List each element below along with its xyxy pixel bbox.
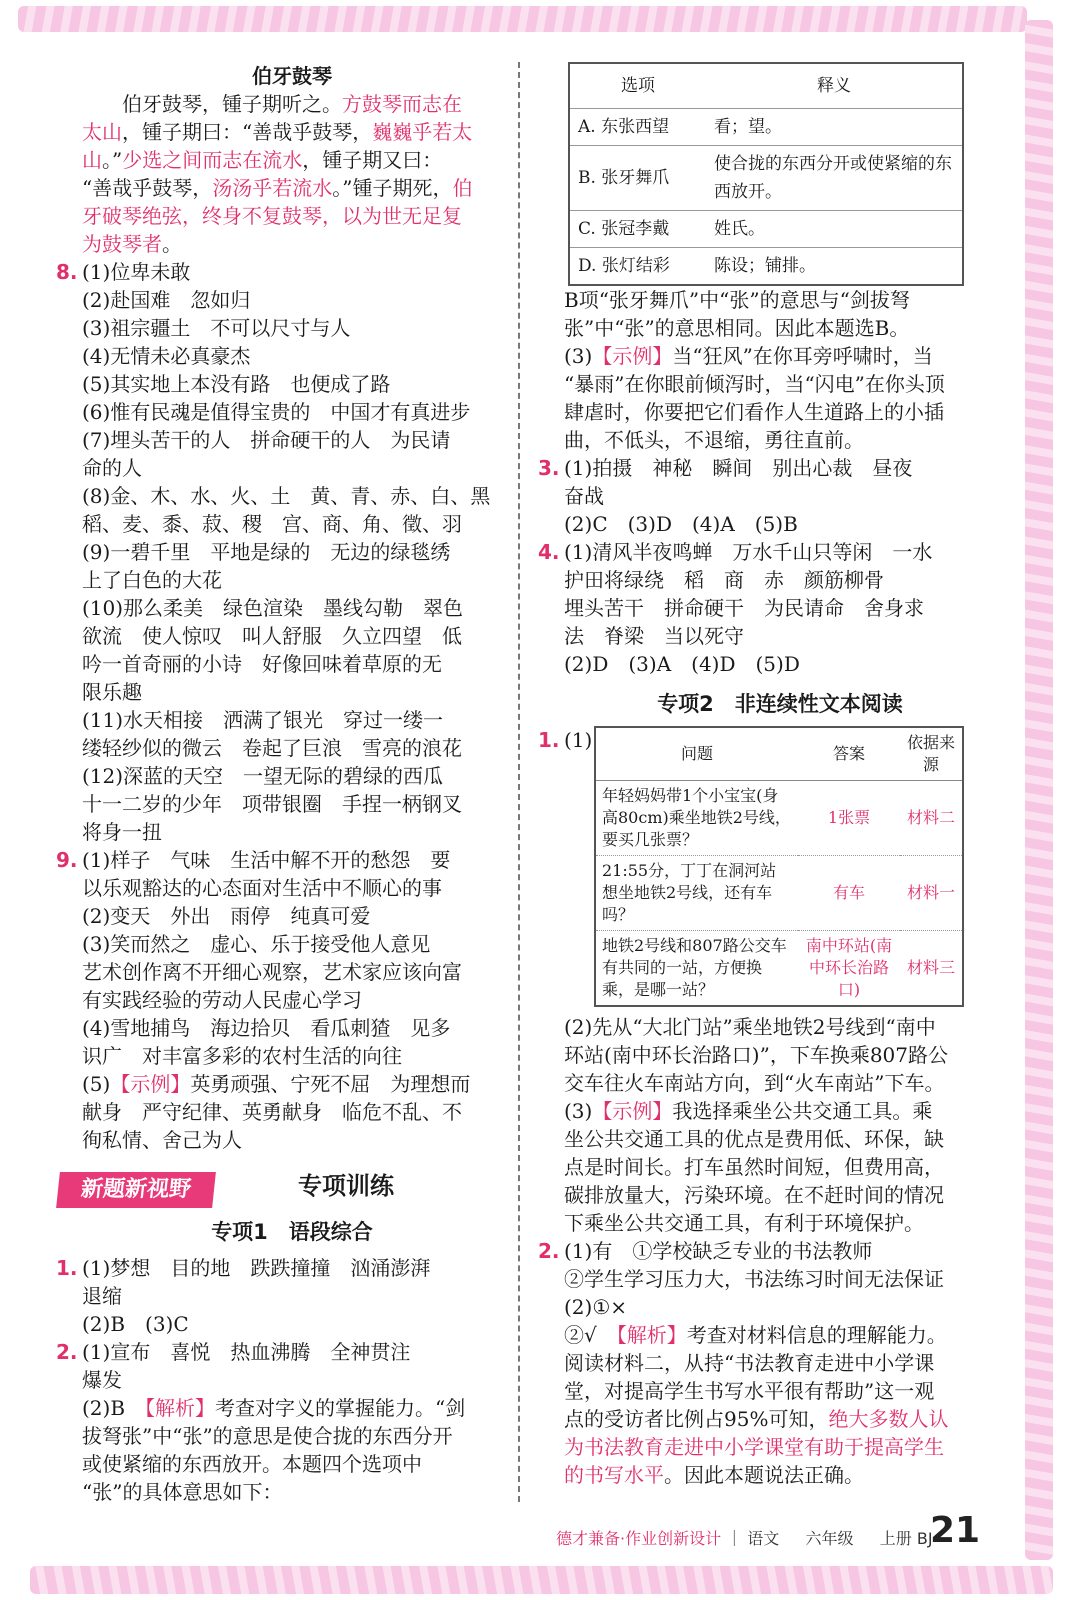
text-line: 上了白色的大花 (82, 568, 222, 592)
table-cell: 姓氏。 (706, 211, 963, 248)
text-segment: 伯牙鼓琴，锺子期听之。 (82, 92, 342, 116)
text-segment: 考查对字义的掌握能力。“剑 (215, 1396, 466, 1420)
text-segment: (1)样子 气味 生活中解不开的愁怨 要 (82, 848, 451, 872)
table-cell: B. 张牙舞爪 (569, 146, 706, 211)
text-segment: 环站(南中环长治路口)”，下车换乘807路公 (564, 1043, 949, 1067)
table-cell: D. 张灯结彩 (569, 248, 706, 286)
highlighted-text: 山 (82, 148, 102, 172)
footer-volume: 上册 (879, 1529, 912, 1548)
text-segment: 交车往火车南站方向，到“火车南站”下车。 (564, 1071, 945, 1095)
text-line: (4)无情未必真豪杰 (82, 344, 251, 368)
highlighted-text: 绝大多数人认 (828, 1407, 949, 1431)
table-cell: 材料一 (900, 856, 963, 931)
answer-lines (564, 1237, 996, 1489)
highlighted-text: 少选之间而志在流水 (122, 148, 303, 172)
text-line (82, 1338, 502, 1366)
table-cell: 地铁2号线和807路公交车有共同的一站，方便换乘，是哪一站？ (595, 931, 798, 1007)
text-line (82, 1394, 502, 1422)
right-column (538, 62, 996, 1489)
text-segment: (3) (564, 344, 593, 368)
page-footer: 德才兼备·作业创新设计 ｜ 语文 六年级 上册 BJ (556, 1529, 933, 1548)
table-row (595, 856, 963, 931)
text-line (564, 1041, 996, 1069)
definition-table (568, 62, 964, 286)
text-line: (12)深蓝的天空 一望无际的碧绿的西瓜 (82, 764, 444, 788)
highlighted-text: 的书写水平 (564, 1463, 664, 1487)
text-line (82, 1422, 502, 1450)
text-segment: 当“狂风”在你耳旁呼啸时，当 (672, 344, 933, 368)
text-segment: (2)①× (564, 1295, 628, 1319)
table-cell: 使合拢的东西分开或使紧缩的东西放开。 (706, 146, 963, 211)
text-line: (1)位卑未敢 (82, 260, 191, 284)
table-cell: 有车 (798, 856, 900, 931)
question-number: 1. (56, 1256, 78, 1280)
table-header: 答案 (798, 727, 900, 781)
highlighted-text: 汤汤乎若流水 (212, 176, 333, 200)
text-segment: 以乐观豁达的心态面对生活中不顺心的事 (82, 876, 442, 900)
question-3 (538, 454, 996, 538)
text-line: 缕轻纱似的微云 卷起了巨浪 雪亮的浪花 (82, 736, 462, 760)
text-line: 法 脊梁 当以死守 (564, 624, 744, 648)
text-line (82, 1070, 502, 1098)
text-segment: 有实践经验的劳动人民虚心学习 (82, 988, 362, 1012)
table-cell: A. 东张西望 (569, 109, 706, 146)
text-segment: 艺术创作离不开细心观察，艺术家应该向富 (82, 960, 462, 984)
explanation-text (564, 286, 996, 454)
answer-lines (564, 1013, 996, 1237)
answer-lines (82, 1254, 502, 1338)
table-row (569, 211, 963, 248)
text-segment: 献身 严守纪律、英勇献身 临危不乱、不 (82, 1100, 462, 1124)
highlighted-text: 伯 (452, 176, 473, 200)
text-line (564, 314, 996, 342)
text-line (564, 1461, 996, 1489)
table-header: 释义 (706, 63, 963, 109)
question-8 (56, 258, 502, 846)
column-divider (518, 62, 520, 1502)
question-number: 1. (538, 728, 560, 752)
highlighted-text: 【解析】 (616, 1323, 687, 1347)
table-row (569, 146, 963, 211)
text-line (82, 874, 502, 902)
poem-text (82, 90, 502, 258)
text-line: (9)一碧千里 平地是绿的 无边的绿毯绣 (82, 540, 451, 564)
text-segment: 英勇顽强、宁死不屈 为理想而 (190, 1072, 471, 1096)
table-header: 依据来源 (900, 727, 963, 781)
text-line (82, 146, 502, 174)
text-line (564, 1013, 996, 1041)
text-line (82, 902, 502, 930)
text-line: 欲流 使人惊叹 叫人舒服 久立四望 低 (82, 624, 462, 648)
text-line: 命的人 (82, 456, 142, 480)
table-row (595, 931, 963, 1007)
question-number: 9. (56, 848, 78, 872)
poem-title: 伯牙鼓琴 (252, 64, 332, 88)
text-line: (2)C (3)D (4)A (5)B (564, 512, 798, 536)
text-line: 埋头苦干 拼命硬干 为民请命 舍身求 (564, 596, 924, 620)
table-cell: 南中环站(南中环长治路口) (798, 931, 900, 1007)
text-segment: ②√ (564, 1323, 617, 1347)
text-line: (1)梦想 目的地 跌跌撞撞 汹涌澎湃 (82, 1256, 431, 1280)
text-line (564, 286, 996, 314)
text-line (564, 1153, 996, 1181)
text-line (564, 1405, 996, 1433)
text-segment: “暴雨”在你眼前倾泻时，当“闪电”在你头顶 (564, 372, 945, 396)
text-line (564, 1293, 996, 1321)
text-line: 奋战 (564, 484, 604, 508)
table-header: 选项 (569, 63, 706, 109)
text-line (82, 1126, 502, 1154)
text-segment: ，锺子期又曰： (302, 148, 443, 172)
highlighted-text: 为书法教育走进中小学课堂有助于提高学生 (564, 1435, 944, 1459)
question-number: 2. (56, 1340, 78, 1364)
highlighted-text: 【示例】 (110, 1072, 191, 1096)
text-line (564, 398, 996, 426)
text-line: 十一二岁的少年 项带银圈 手捏一柄钢叉 (82, 792, 462, 816)
text-line: (2)赴国难 忽如归 (82, 288, 251, 312)
question-number: 3. (538, 456, 560, 480)
highlighted-text: 牙破琴绝弦，终身不复鼓琴，以为世无足复 (82, 204, 462, 228)
text-line (82, 986, 502, 1014)
text-line (564, 426, 996, 454)
text-line (82, 90, 502, 118)
text-line (564, 1181, 996, 1209)
footer-subject: 语文 (747, 1529, 780, 1548)
text-line (82, 230, 502, 258)
text-segment: (2)先从“大北门站”乘坐地铁2号线到“南中 (564, 1015, 936, 1039)
text-segment: 坐公共交通工具的优点是费用低、环保，缺 (564, 1127, 944, 1151)
s1-question-1 (56, 1254, 502, 1338)
question-number: 2. (538, 1239, 560, 1263)
text-line (564, 1069, 996, 1097)
text-line: 限乐趣 (82, 680, 142, 704)
subsection-title-1: 专项1 语段综合 (211, 1220, 373, 1244)
text-segment: 点的受访者比例占95%可知， (564, 1407, 829, 1431)
highlighted-text: 【解析】 (145, 1396, 216, 1420)
text-segment: (1)有 ①学校缺乏专业的书法教师 (564, 1239, 873, 1263)
text-segment: 碳排放量大，污染环境。在不赶时间的情况 (564, 1183, 944, 1207)
text-line: (3)祖宗疆土 不可以尺寸与人 (82, 316, 351, 340)
text-segment: 曲，不低头，不退缩，勇往直前。 (564, 428, 864, 452)
text-segment: 堂，对提高学生书写水平很有帮助”这一观 (564, 1379, 935, 1403)
text-line: (7)埋头苦干的人 拼命硬干的人 为民请 (82, 428, 451, 452)
text-segment: 。” (102, 148, 123, 172)
text-line (564, 1433, 996, 1461)
text-line (82, 1014, 502, 1042)
s2-question-1 (538, 726, 996, 1007)
text-line (82, 174, 502, 202)
text-line (564, 1321, 996, 1349)
text-segment: (4)雪地捕鸟 海边拾贝 看瓜刺猹 见多 (82, 1016, 451, 1040)
answer-lines (564, 454, 996, 538)
text-segment: “张”的具体意思如下： (82, 1480, 283, 1504)
table-row (569, 248, 963, 286)
text-line (82, 1366, 502, 1394)
table-cell: 材料二 (900, 781, 963, 856)
text-segment: 我选择乘坐公共交通工具。乘 (672, 1099, 933, 1123)
text-segment: 拔弩张”中“张”的意思是使合拢的东西分开 (82, 1424, 453, 1448)
question-number: 8. (56, 260, 78, 284)
decorative-border-bottom (30, 1566, 1053, 1594)
section-banner (58, 1168, 502, 1212)
text-segment: 爆发 (82, 1368, 122, 1392)
text-segment: (5) (82, 1072, 111, 1096)
answer-lines (564, 538, 996, 678)
footer-edition: BJ (916, 1529, 933, 1548)
table-row (595, 781, 963, 856)
highlighted-text: 【示例】 (592, 1099, 673, 1123)
table-cell: 陈设；铺排。 (706, 248, 963, 286)
text-segment: 识广 对丰富多彩的农村生活的向往 (82, 1044, 402, 1068)
text-line: (2)B (3)C (82, 1312, 189, 1336)
sub-number: (1) (564, 728, 593, 752)
text-line (82, 1478, 502, 1506)
text-line (82, 958, 502, 986)
text-segment: B项“张牙舞爪”中“张”的意思与“剑拔弩 (564, 288, 910, 312)
table-cell: 1张票 (798, 781, 900, 856)
text-segment: 。因此本题说法正确。 (664, 1463, 864, 1487)
text-line: (1)拍摄 神秘 瞬间 别出心裁 昼夜 (564, 456, 913, 480)
text-segment: 点是时间长。打车虽然时间短，但费用高， (564, 1155, 944, 1179)
text-segment: 考查对材料信息的理解能力。 (686, 1323, 947, 1347)
text-line: (8)金、木、水、火、土 黄、青、赤、白、黑 (82, 484, 491, 508)
table-cell: C. 张冠李戴 (569, 211, 706, 248)
text-line (82, 202, 502, 230)
text-segment: (1)宣布 喜悦 热血沸腾 全神贯注 (82, 1340, 411, 1364)
text-segment: 肆虐时，你要把它们看作人生道路上的小插 (564, 400, 944, 424)
s1-question-2 (56, 1338, 502, 1506)
highlighted-text: 方鼓琴而志在 (342, 92, 462, 116)
text-line: 退缩 (82, 1284, 122, 1308)
text-segment: “善哉乎鼓琴， (82, 176, 213, 200)
highlighted-text: 太山 (82, 120, 122, 144)
table-cell: 21:55分，丁丁在洞河站想坐地铁2号线，还有车吗？ (595, 856, 798, 931)
text-segment: ，锺子期曰：“善哉乎鼓琴， (122, 120, 373, 144)
subsection-title-2: 专项2 非连续性文本阅读 (657, 692, 903, 716)
text-line: 稻、麦、黍、菽、稷 宫、商、角、徵、羽 (82, 512, 462, 536)
text-line (82, 1098, 502, 1126)
text-line: 将身一扭 (82, 820, 162, 844)
text-line (564, 1125, 996, 1153)
answer-lines (82, 1338, 502, 1506)
text-line (564, 370, 996, 398)
text-segment: (3)笑而然之 虚心、乐于接受他人意见 (82, 932, 431, 956)
text-segment: 。”锺子期死， (332, 176, 453, 200)
left-column (56, 62, 502, 1506)
text-segment: 或使紧缩的东西放开。本题四个选项中 (82, 1452, 422, 1476)
text-line (82, 1042, 502, 1070)
text-line (82, 846, 502, 874)
text-line (564, 1237, 996, 1265)
text-line (564, 1349, 996, 1377)
decorative-border-right (1025, 20, 1053, 1560)
text-segment: 张”中“张”的意思相同。因此本题选B。 (564, 316, 910, 340)
highlighted-text: 巍巍乎若太 (372, 120, 473, 144)
text-line (564, 1377, 996, 1405)
text-line (82, 118, 502, 146)
highlighted-text: 为鼓琴者 (82, 232, 162, 256)
table-header: 问题 (595, 727, 798, 781)
text-line (564, 1265, 996, 1293)
new-topic-badge: 新题新视野 (56, 1172, 216, 1208)
text-line: 吟一首奇丽的小诗 好像回味着草原的无 (82, 652, 442, 676)
text-line (82, 1450, 502, 1478)
text-line: (2)D (3)A (4)D (5)D (564, 652, 800, 676)
footer-grade: 六年级 (805, 1529, 854, 1548)
text-segment: 下乘坐公共交通工具，有利于环境保护。 (564, 1211, 924, 1235)
table-row (569, 109, 963, 146)
table-cell: 看；望。 (706, 109, 963, 146)
text-segment: 徇私情、舍己为人 (82, 1128, 242, 1152)
text-line: (10)那么柔美 绿色渲染 墨线勾勒 翠色 (82, 596, 464, 620)
page-number: 21 (930, 1510, 981, 1551)
text-line: (6)惟有民魂是值得宝贵的 中国才有真进步 (82, 400, 471, 424)
answer-lines (82, 258, 502, 846)
text-line (564, 342, 996, 370)
section-title: 专项训练 (298, 1172, 394, 1200)
s2-question-2 (538, 1237, 996, 1489)
table-cell: 年轻妈妈带1个小宝宝(身高80cm)乘坐地铁2号线，要买几张票？ (595, 781, 798, 856)
text-segment: (2)变天 外出 雨停 纯真可爱 (82, 904, 371, 928)
decorative-border-top (18, 6, 1027, 32)
text-line: (1)清风半夜鸣蝉 万水千山只等闲 一水 (564, 540, 933, 564)
text-segment: (2)B (82, 1396, 146, 1420)
text-line: (5)其实地上本没有路 也便成了路 (82, 372, 391, 396)
info-table (594, 726, 964, 1007)
table-cell: 材料三 (900, 931, 963, 1007)
text-line (564, 1209, 996, 1237)
text-line (82, 930, 502, 958)
text-line (564, 1097, 996, 1125)
footer-brand: 德才兼备·作业创新设计 (556, 1529, 722, 1548)
text-segment: (3) (564, 1099, 593, 1123)
text-segment: ②学生学习压力大，书法练习时间无法保证 (564, 1267, 944, 1291)
text-line: 护田将绿绕 稻 商 赤 颜筋柳骨 (564, 568, 884, 592)
question-9 (56, 846, 502, 1154)
highlighted-text: 【示例】 (592, 344, 673, 368)
text-line: (11)水天相接 洒满了银光 穿过一缕一 (82, 708, 444, 732)
answer-lines (82, 846, 502, 1154)
text-segment: 。 (162, 232, 182, 256)
question-number: 4. (538, 540, 560, 564)
question-4 (538, 538, 996, 678)
text-segment: 阅读材料二，从持“书法教育走进中小学课 (564, 1351, 935, 1375)
